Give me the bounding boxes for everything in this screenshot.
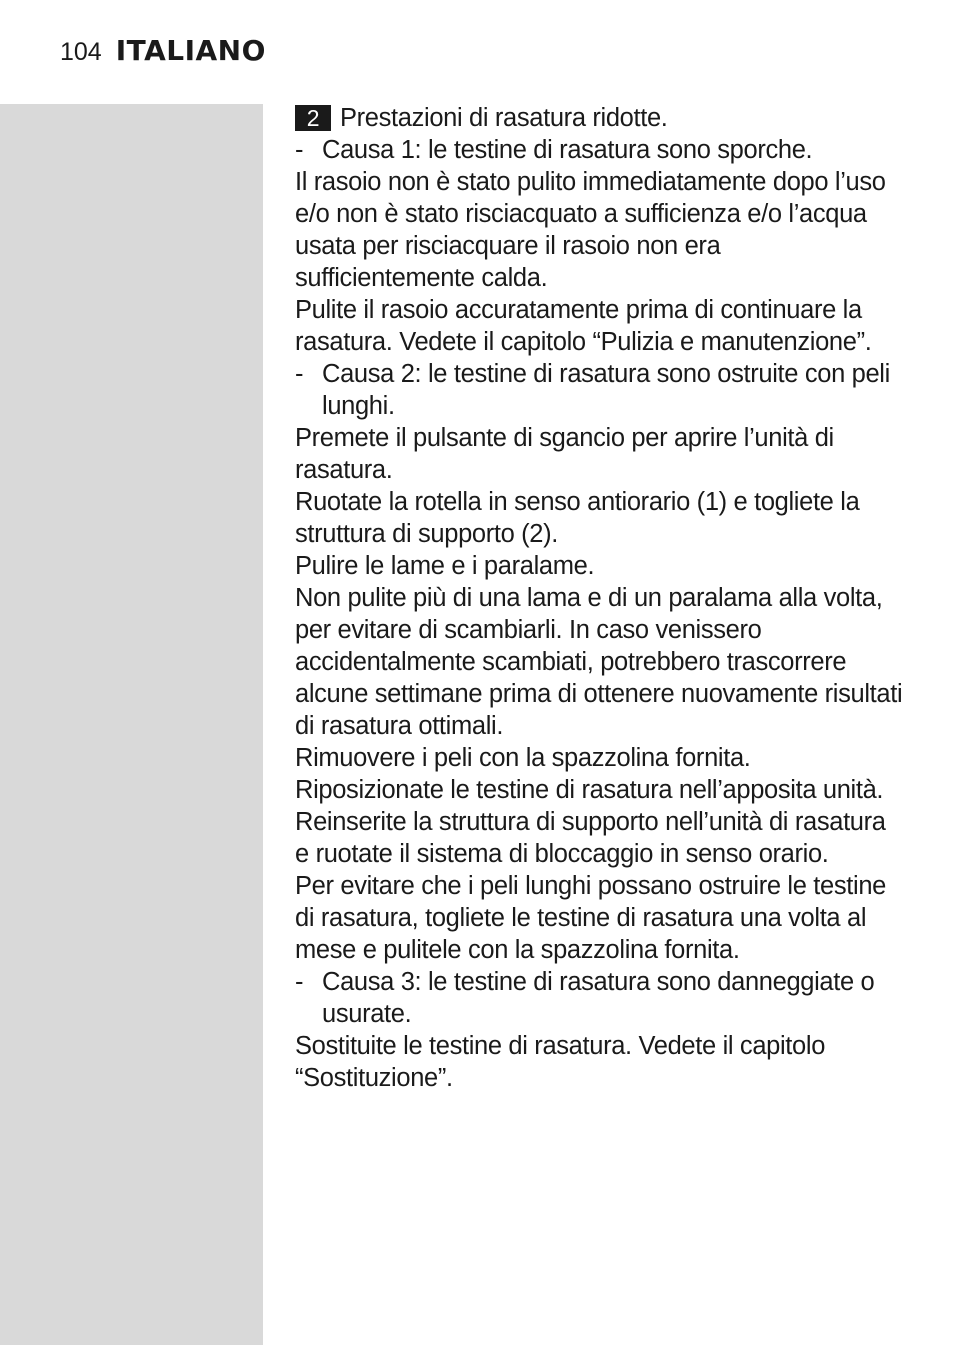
paragraph-7: Rimuovere i peli con la spazzolina fornita. (295, 744, 751, 772)
bullet-dash: - (295, 968, 304, 996)
paragraph-9: Per evitare che i peli lunghi possano ostruire le testine di rasatura, togliete le testine di rasatura una volta al mese e pulitele con la spazzolina fornita. (295, 872, 886, 964)
paragraph-3: Premete il pulsante di sgancio per aprire l’unità di rasatura. (295, 424, 834, 484)
page-header (60, 34, 266, 74)
language-title: ITALIANO (115, 34, 266, 67)
step-heading (295, 102, 905, 134)
step-number-badge: 2 (295, 105, 331, 131)
cause-3-text: Causa 3: le testine di rasatura sono danneggiate o usurate. (322, 968, 875, 1028)
paragraph-4: Ruotate la rotella in senso antiorario (1) e togliete la struttura di supporto (2). (295, 488, 860, 548)
bullet-dash: - (295, 136, 304, 164)
main-content (295, 102, 905, 1094)
paragraph-6: Non pulite più di una lama e di un paralama alla volta, per evitare di scambiarli. In caso venissero accidentalmente scambiati, potrebbero trascorrere alcune settimane prima di ottenere nuovamente risultati di rasatura ottimali. (295, 584, 903, 740)
cause-1-item (295, 134, 905, 166)
cause-2-item (295, 358, 905, 422)
paragraph-10: Sostituite le testine di rasatura. Vedete il capitolo “Sostituzione”. (295, 1032, 826, 1092)
cause-3-item (295, 966, 905, 1030)
page-number: 104 (60, 38, 102, 66)
cause-1-text: Causa 1: le testine di rasatura sono sporche. (322, 136, 813, 164)
cause-2-text: Causa 2: le testine di rasatura sono ostruite con peli lunghi. (322, 360, 890, 420)
paragraph-5: Pulire le lame e i paralame. (295, 552, 595, 580)
bullet-dash: - (295, 360, 304, 388)
sidebar-panel (0, 104, 263, 1345)
paragraph-8: Riposizionate le testine di rasatura nell’apposita unità. Reinserite la struttura di supporto nell’unità di rasatura e ruotate il sistema di bloccaggio in senso orario. (295, 776, 886, 868)
paragraph-2: Pulite il rasoio accuratamente prima di continuare la rasatura. Vedete il capitolo “Pulizia e manutenzione”. (295, 296, 872, 356)
paragraph-1: Il rasoio non è stato pulito immediatamente dopo l’uso e/o non è stato risciacquato a sufficienza e/o l’acqua usata per risciacquare il rasoio non era sufficientemente calda. (295, 168, 886, 292)
step-heading-text: Prestazioni di rasatura ridotte. (340, 104, 668, 132)
